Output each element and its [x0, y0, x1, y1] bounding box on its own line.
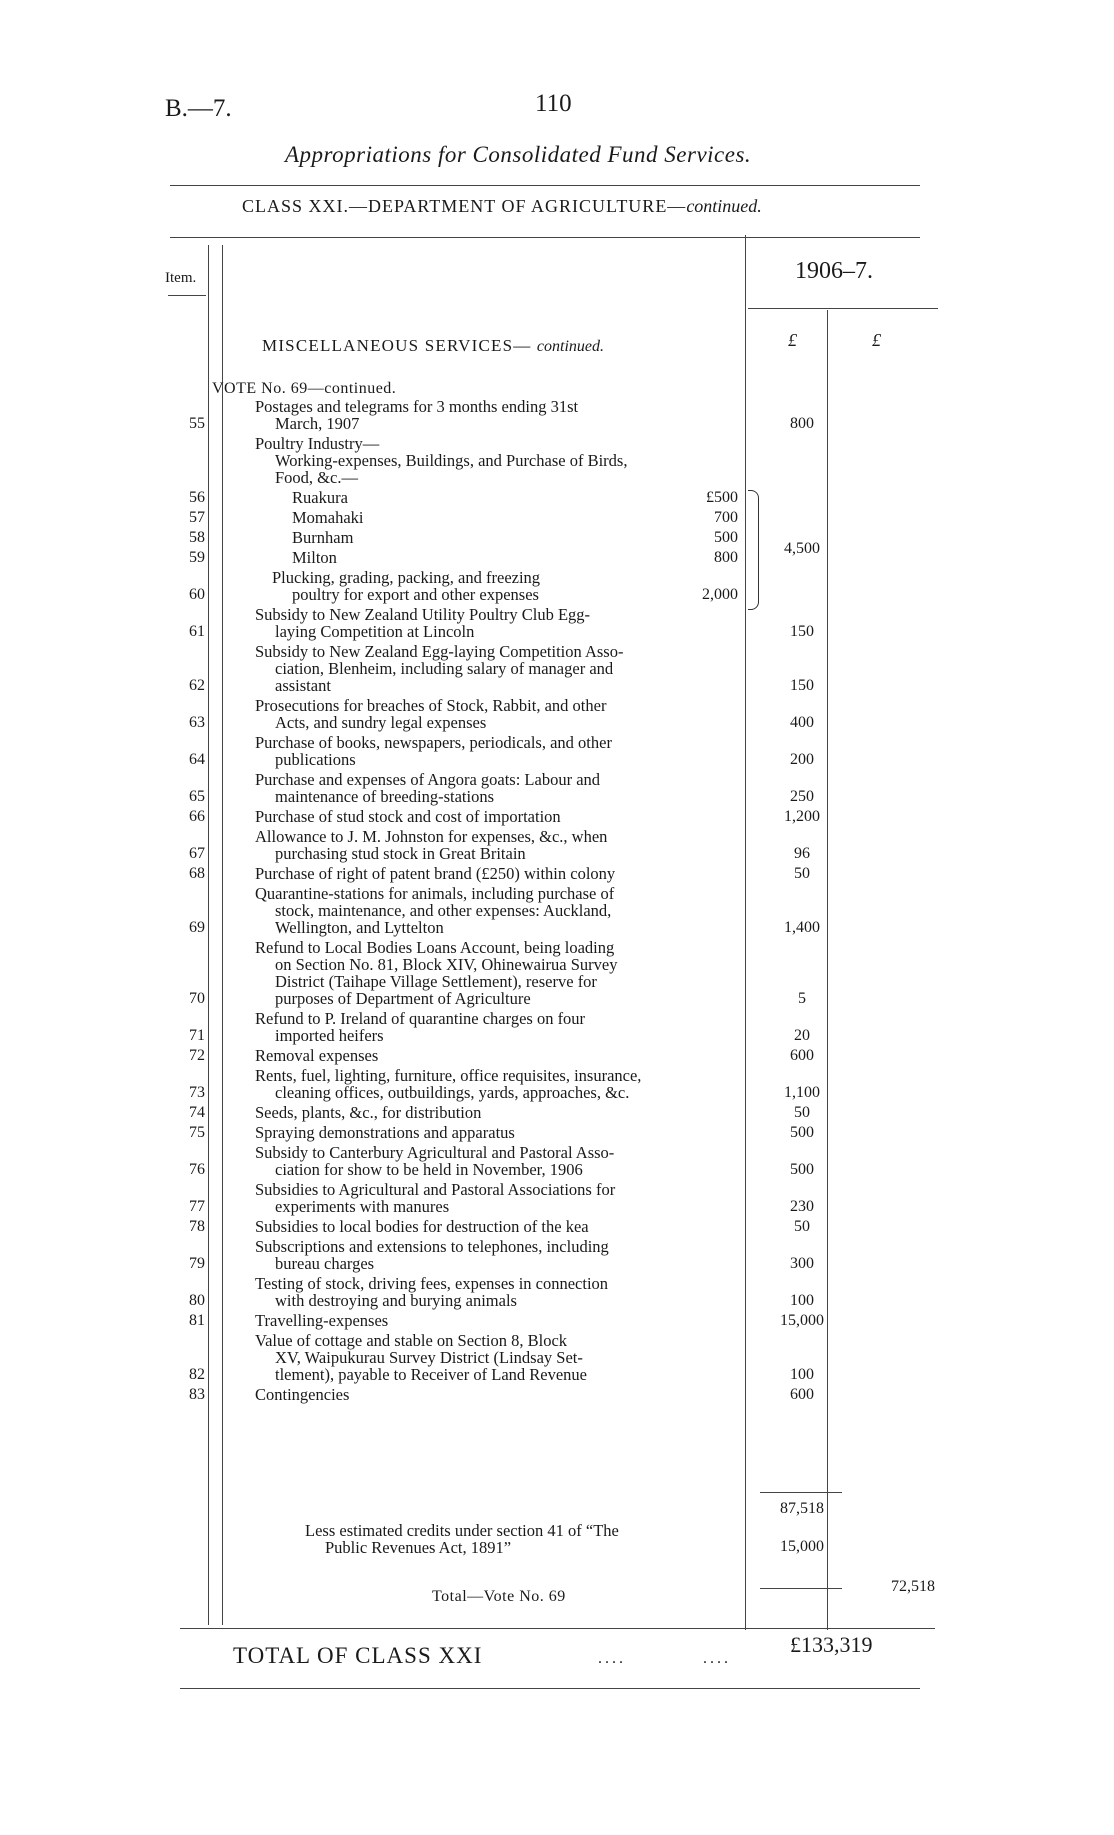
row-description-line: Wellington, and Lyttelton: [275, 918, 444, 937]
section-title: MISCELLANEOUS SERVICES—: [262, 336, 532, 355]
document-code: B.—7.: [165, 95, 232, 122]
less-credits-amount: 15,000: [780, 1538, 824, 1555]
item-number: 67: [189, 845, 205, 862]
item-amount: 5: [798, 990, 806, 1007]
row-description: [292, 509, 364, 526]
row-description-line: Subscriptions and extensions to telephones, including: [255, 1237, 609, 1256]
amount2-column-rule: [827, 310, 828, 1630]
item-amount: 1,200: [784, 808, 820, 825]
row-description-line: maintenance of breeding-stations: [275, 787, 495, 806]
item-amount: 400: [790, 714, 814, 731]
item-number: 83: [189, 1386, 205, 1403]
poultry-total: 4,500: [784, 540, 820, 557]
row-description-line: Purchase of books, newspapers, periodicals, and other: [255, 733, 612, 752]
row-description-line: ciation, Blenheim, including salary of manager and: [275, 659, 614, 678]
item-amount: 500: [790, 1124, 814, 1141]
row-description-line: Momahaki: [292, 508, 364, 527]
item-amount: 15,000: [780, 1312, 824, 1329]
row-description-line: District (Taihape Village Settlement), reserve for: [275, 972, 597, 991]
row-description: [292, 529, 353, 546]
row-description-line: Subsidies to local bodies for destruction of the kea: [255, 1217, 589, 1236]
item-number: 78: [189, 1218, 205, 1235]
item-amount: 20: [794, 1027, 810, 1044]
class-heading-text: CLASS XXI.—DEPARTMENT OF AGRICULTURE—: [242, 196, 687, 216]
row-description: [255, 771, 600, 805]
row-description-line: Plucking, grading, packing, and freezing: [272, 568, 541, 587]
row-description-line: Purchase of stud stock and cost of importation: [255, 807, 561, 826]
row-description-line: Seeds, plants, &c., for distribution: [255, 1103, 482, 1122]
row-description-line: Refund to Local Bodies Loans Account, being loading: [255, 938, 615, 957]
subtotal-rule: [760, 1492, 842, 1493]
row-description: [255, 1312, 388, 1329]
row-description-line: Milton: [292, 548, 337, 567]
item-amount: 100: [790, 1292, 814, 1309]
row-description-line: Value of cottage and stable on Section 8, Block: [255, 1331, 568, 1350]
class-heading: [242, 196, 762, 217]
amount-column-rule: [745, 235, 746, 1630]
row-description: [255, 865, 615, 882]
row-description: [255, 1332, 587, 1383]
sub-amount: 2,000: [702, 586, 738, 603]
row-description-line: Allowance to J. M. Johnston for expenses, &c., when: [255, 827, 608, 846]
item-number: 76: [189, 1161, 205, 1178]
row-description-line: cleaning offices, outbuildings, yards, approaches, &c.: [275, 1083, 630, 1102]
row-description-line: Purchase of right of patent brand (£250) within colony: [255, 864, 616, 883]
item-number: 71: [189, 1027, 205, 1044]
currency-header-1: £: [788, 330, 797, 350]
item-number: 79: [189, 1255, 205, 1272]
row-description: [255, 435, 627, 486]
row-description: [255, 828, 607, 862]
row-description: [255, 808, 561, 825]
item-number: 66: [189, 808, 205, 825]
row-description: [255, 643, 623, 694]
row-description-line: March, 1907: [275, 414, 360, 433]
row-description-line: Prosecutions for breaches of Stock, Rabbit, and other: [255, 696, 607, 715]
vote-heading: VOTE No. 69—continued.: [212, 380, 397, 397]
total-class-bottom-rule: [180, 1688, 920, 1689]
row-description-line: purchasing stud stock in Great Britain: [275, 844, 526, 863]
item-amount: 150: [790, 623, 814, 640]
row-description-line: Contingencies: [255, 1385, 350, 1404]
row-description-line: purposes of Department of Agriculture: [275, 989, 531, 1008]
row-description-line: Acts, and sundry legal expenses: [275, 713, 487, 732]
item-amount: 250: [790, 788, 814, 805]
row-description-line: laying Competition at Lincoln: [275, 622, 475, 641]
item-header-rule: [168, 295, 206, 296]
item-number: 73: [189, 1084, 205, 1101]
class-rule: [170, 237, 920, 238]
desc-column-rule: [222, 245, 223, 1625]
row-description-line: Poultry Industry—: [255, 434, 380, 453]
row-description: [292, 549, 337, 566]
sub-amount: 800: [714, 549, 738, 566]
row-description-line: Subsidy to New Zealand Utility Poultry Club Egg-: [255, 605, 591, 624]
row-description-line: Working-expenses, Buildings, and Purchase of Birds,: [275, 451, 628, 470]
row-description-line: Purchase and expenses of Angora goats: Labour and: [255, 770, 601, 789]
row-description: [255, 1047, 378, 1064]
row-description: [255, 939, 617, 1007]
row-description: [272, 569, 540, 603]
year-rule: [748, 308, 938, 309]
item-number: 58: [189, 529, 205, 546]
total-vote-label: Total—Vote No. 69: [432, 1588, 566, 1605]
total-class-amount: £133,319: [790, 1632, 873, 1657]
total-class-top-rule: [180, 1628, 935, 1629]
row-description-line: Ruakura: [292, 488, 348, 507]
year-column-header: 1906–7.: [795, 258, 873, 284]
row-description-line: ciation for show to be held in November, 1906: [275, 1160, 583, 1179]
row-description: [255, 1010, 585, 1044]
item-number: 74: [189, 1104, 205, 1121]
item-number: 62: [189, 677, 205, 694]
item-amount: 500: [790, 1161, 814, 1178]
row-description: [292, 489, 348, 506]
row-description: [255, 885, 614, 936]
item-amount: 600: [790, 1047, 814, 1064]
item-number: 69: [189, 919, 205, 936]
item-amount: 230: [790, 1198, 814, 1215]
item-number: 63: [189, 714, 205, 731]
row-description-line: publications: [275, 750, 356, 769]
top-rule: [170, 185, 920, 186]
row-description-line: Subsidy to New Zealand Egg-laying Competition Asso-: [255, 642, 624, 661]
row-description-line: XV, Waipukurau Survey District (Lindsay Set-: [275, 1348, 583, 1367]
item-amount: 800: [790, 415, 814, 432]
item-number: 64: [189, 751, 205, 768]
row-description-line: Subsidy to Canterbury Agricultural and Pastoral Asso-: [255, 1143, 615, 1162]
total-class-label: TOTAL OF CLASS XXI: [233, 1643, 483, 1668]
row-description: [255, 1144, 614, 1178]
row-description: [255, 1218, 589, 1235]
less-credits-line-1: Less estimated credits under section 41 of “The: [305, 1521, 619, 1540]
item-number: 72: [189, 1047, 205, 1064]
item-amount: 1,100: [784, 1084, 820, 1101]
item-number: 82: [189, 1366, 205, 1383]
row-description: [255, 1104, 481, 1121]
section-continued: continued.: [536, 338, 604, 355]
item-number: 56: [189, 489, 205, 506]
row-description-line: Subsidies to Agricultural and Pastoral Associations for: [255, 1180, 616, 1199]
row-description-line: Food, &c.—: [275, 468, 358, 487]
sub-amount: 500: [714, 529, 738, 546]
row-description: [255, 398, 578, 432]
row-description-line: with destroying and burying animals: [275, 1291, 517, 1310]
row-description-line: on Section No. 81, Block XIV, Ohinewairua Survey: [275, 955, 618, 974]
item-amount: 50: [794, 1218, 810, 1235]
row-description-line: Testing of stock, driving fees, expenses in connection: [255, 1274, 609, 1293]
row-description: [255, 1181, 615, 1215]
row-description: [255, 1275, 608, 1309]
row-description-line: assistant: [275, 676, 331, 695]
row-description: [255, 1124, 515, 1141]
row-description: [255, 606, 590, 640]
row-description: [255, 697, 606, 731]
row-description-line: stock, maintenance, and other expenses: Auckland,: [275, 901, 612, 920]
section-heading: [262, 336, 604, 356]
row-description-line: bureau charges: [275, 1254, 375, 1273]
row-description: [255, 1238, 609, 1272]
row-description-line: Spraying demonstrations and apparatus: [255, 1123, 515, 1142]
page-number: 110: [535, 90, 572, 117]
currency-header-2: £: [872, 330, 881, 350]
row-description: [255, 1386, 349, 1403]
item-number: 55: [189, 415, 205, 432]
poultry-brace: [748, 490, 759, 610]
row-description-line: Travelling-expenses: [255, 1311, 389, 1330]
item-number: 80: [189, 1292, 205, 1309]
item-number: 75: [189, 1124, 205, 1141]
class-heading-continued: continued.: [686, 196, 762, 216]
item-number: 57: [189, 509, 205, 526]
row-description-line: Refund to P. Ireland of quarantine charges on four: [255, 1009, 586, 1028]
sub-amount: £500: [706, 489, 738, 506]
row-description-line: Burnham: [292, 528, 354, 547]
item-amount: 300: [790, 1255, 814, 1272]
item-number: 68: [189, 865, 205, 882]
item-amount: 150: [790, 677, 814, 694]
item-column-header: Item.: [165, 270, 197, 286]
item-amount: 96: [794, 845, 810, 862]
total-class-dots: .... ....: [598, 1650, 731, 1667]
total-vote-rule: [760, 1588, 842, 1589]
item-amount: 100: [790, 1366, 814, 1383]
item-number: 60: [189, 586, 205, 603]
item-number: 59: [189, 549, 205, 566]
sub-amount: 700: [714, 509, 738, 526]
page-subtitle: Appropriations for Consolidated Fund Services.: [285, 142, 752, 167]
item-amount: 200: [790, 751, 814, 768]
less-credits: [305, 1522, 619, 1556]
row-description: [255, 734, 612, 768]
row-description-line: experiments with manures: [275, 1197, 450, 1216]
less-credits-line-2: Public Revenues Act, 1891”: [325, 1538, 512, 1557]
item-amount: 50: [794, 1104, 810, 1121]
item-number: 77: [189, 1198, 205, 1215]
item-amount: 1,400: [784, 919, 820, 936]
item-number: 70: [189, 990, 205, 1007]
item-amount: 50: [794, 865, 810, 882]
row-description-line: imported heifers: [275, 1026, 384, 1045]
row-description-line: tlement), payable to Receiver of Land Revenue: [275, 1365, 587, 1384]
row-description-line: Quarantine-stations for animals, including purchase of: [255, 884, 615, 903]
item-amount: 600: [790, 1386, 814, 1403]
row-description-line: Postages and telegrams for 3 months ending 31st: [255, 397, 579, 416]
total-vote-amount: 72,518: [891, 1578, 935, 1595]
row-description: [255, 1067, 641, 1101]
row-description-line: poultry for export and other expenses: [292, 585, 539, 604]
item-number: 81: [189, 1312, 205, 1329]
row-description-line: Removal expenses: [255, 1046, 379, 1065]
subtotal-amount: 87,518: [780, 1500, 824, 1517]
item-number: 61: [189, 623, 205, 640]
item-number: 65: [189, 788, 205, 805]
row-description-line: Rents, fuel, lighting, furniture, office requisites, insurance,: [255, 1066, 642, 1085]
